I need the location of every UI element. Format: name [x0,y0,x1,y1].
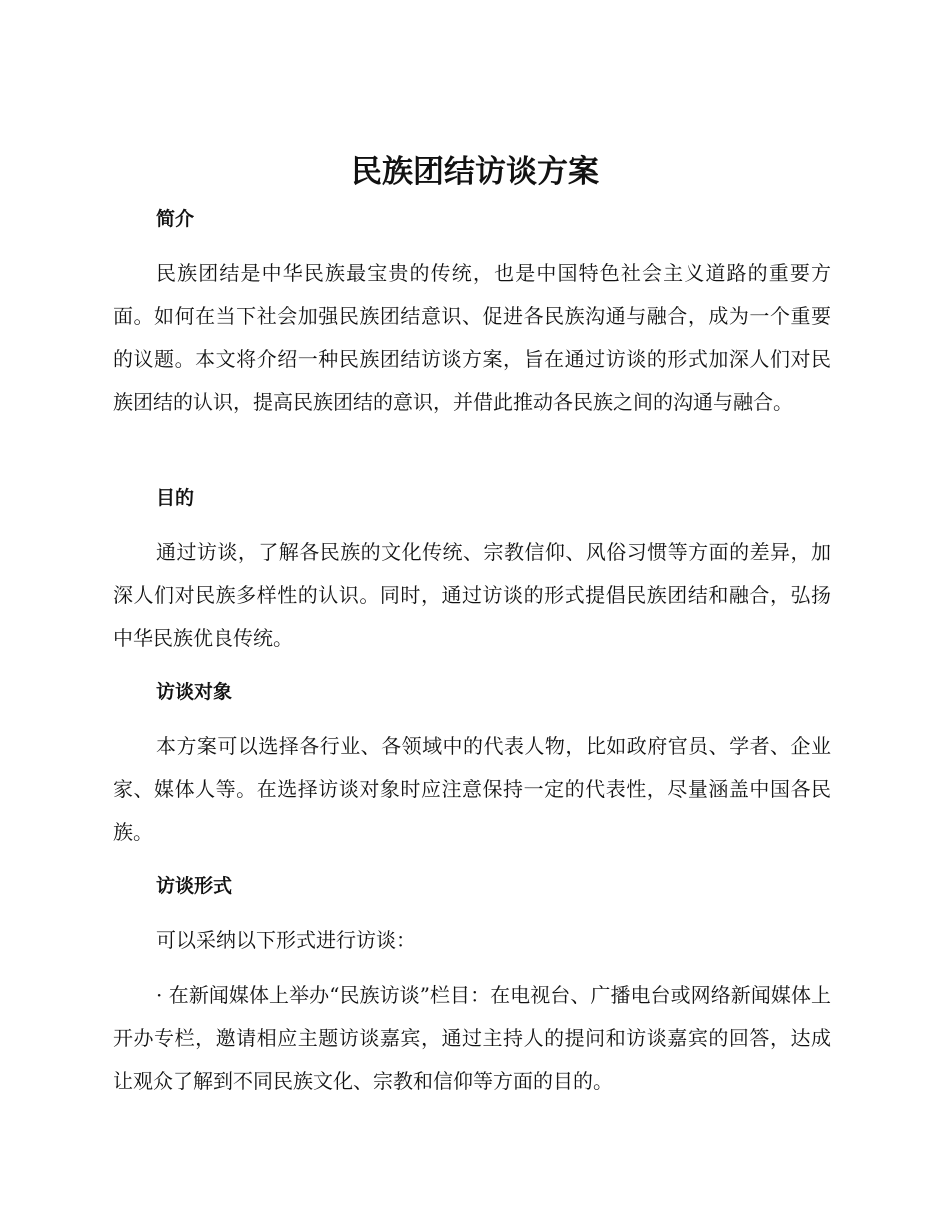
section-heading-interviewees: 访谈对象 [156,681,233,703]
purpose-paragraph: 通过访谈，了解各民族的文化传统、宗教信仰、风俗习惯等方面的差异，加深人们对民族多样性的认识。同时，通过访谈的形式提倡民族团结和融合，弘扬中华民族优良传统。 [113,540,831,650]
section-heading-format: 访谈形式 [156,875,233,897]
format-intro-paragraph: 可以采纳以下形式进行访谈： [156,928,416,952]
interviewees-paragraph: 本方案可以选择各行业、各领域中的代表人物，比如政府官员、学者、企业家、媒体人等。在选择访谈对象时应注意保持一定的代表性，尽量涵盖中国各民族。 [113,734,831,844]
intro-paragraph: 民族团结是中华民族最宝贵的传统，也是中国特色社会主义道路的重要方面。如何在当下社会加强民族团结意识、促进各民族沟通与融合，成为一个重要的议题。本文将介绍一种民族团结访谈方案，旨在通过访谈的形式加深人们对民族团结的认识，提高民族团结的意识，并借此推动各民族之间的沟通与融合。 [113,261,831,414]
section-heading-intro: 简介 [156,208,195,230]
section-heading-purpose: 目的 [156,487,195,509]
document-title: 民族团结访谈方案 [351,154,599,190]
format-bullet-item: · 在新闻媒体上举办“民族访谈”栏目：在电视台、广播电台或网络新闻媒体上开办专栏，邀请相应主题访谈嘉宾，通过主持人的提问和访谈嘉宾的回答，达成让观众了解到不同民族文化、宗教和信仰等方面的目的。 [113,983,831,1093]
